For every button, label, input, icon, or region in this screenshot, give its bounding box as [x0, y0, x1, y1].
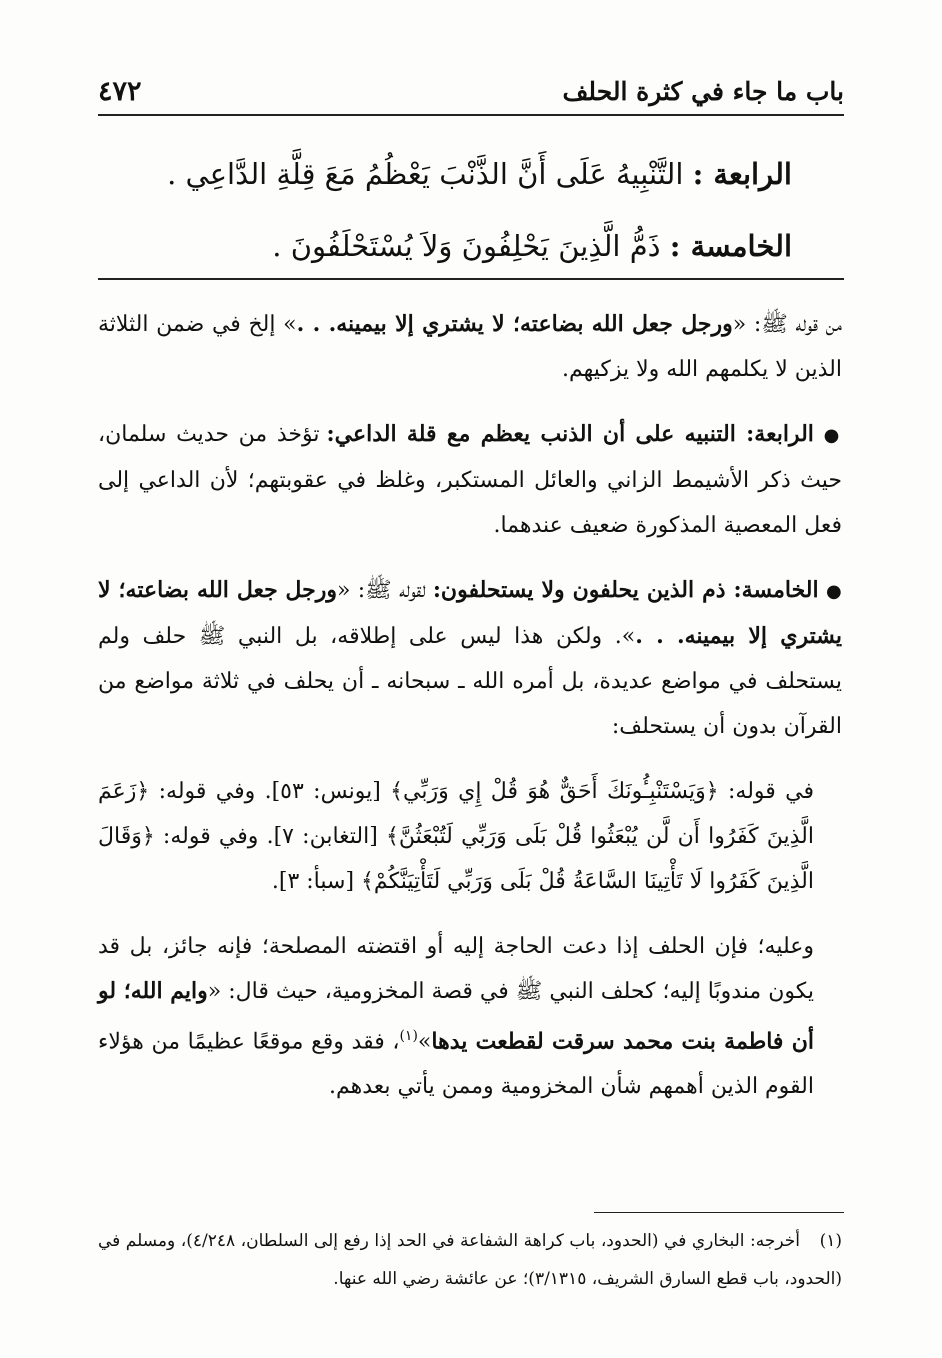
lesson-item	[110, 138, 792, 210]
text-run: »	[417, 1029, 432, 1055]
hadith-quote: وايم الله؛ لو أن فاطمة بنت محمد سرقت لقطعت يدها	[98, 978, 814, 1055]
hadith-quote: ورجل جعل الله بضاعته؛ لا يشتري إلا بيمينه. . .	[98, 577, 842, 649]
chapter-title: باب ما جاء في كثرة الحلف	[562, 76, 844, 106]
page-header	[98, 68, 844, 116]
text-run: لقوله ﷺ: «	[336, 578, 433, 603]
bullet-icon: ●	[823, 425, 842, 446]
lesson-text: ذَمُّ الَّذِينَ يَحْلِفُونَ وَلاَ يُسْتَحْلَفُونَ .	[272, 229, 661, 263]
page-number: ٤٧٢	[98, 75, 142, 107]
text-run: وعليه؛ فإن الحلف إذا دعت الحاجة إليه أو اقتضته المصلحة؛ فإنه جائز، بل قد يكون مندوبًا إليه؛ كحلف النبي ﷺ في قصة المخزومية، حيث قال: «	[98, 934, 814, 1004]
text-run: ». ولكن هذا ليس على إطلاقه، بل النبي ﷺ حلف ولم يستحلف في مواضع عديدة، بل أمره الله ـ سبحانه ـ أن يحلف في ثلاثة مواضع من القرآن بدون أن يستحلف:	[98, 624, 842, 739]
paragraph	[98, 924, 842, 1109]
lesson-heading: الخامسة: ذم الذين يحلفون ولا يستحلفون:	[432, 577, 819, 603]
paragraph	[98, 412, 842, 548]
lesson-heading: الرابعة: التنبيه على أن الذنب يعظم مع قلة الداعي:	[326, 421, 814, 447]
header-divider	[98, 278, 844, 280]
lesson-text: التَّنْبِيهُ عَلَى أَنَّ الذَّنْبَ يَعْظُمُ مَعَ قِلَّةِ الدَّاعِي .	[167, 157, 684, 191]
hadith-quote: ورجل جعل الله بضاعته؛ لا يشتري إلا بيمينه. . .	[296, 311, 733, 337]
footnote-divider	[594, 1212, 844, 1213]
footnote	[98, 1222, 842, 1298]
lesson-label: الرابعة :	[692, 157, 792, 191]
footnote-text: أخرجه: البخاري في (الحدود، باب كراهة الشفاعة في الحد إذا رفع إلى السلطان، ٤/٢٤٨)، ومسلم في (الحدود، باب قطع السارق الشريف، ٣/١٣١٥)؛ عن عائشة رضي الله عنها.	[98, 1231, 842, 1289]
lessons-list	[110, 138, 792, 282]
paragraph	[98, 769, 842, 904]
paragraph	[98, 568, 842, 749]
lesson-item	[110, 210, 792, 282]
footnote-ref: (١)	[399, 1028, 418, 1044]
text-run: » إلخ في ضمن الثلاثة الذين لا يكلمهم الله ولا يزكيهم.	[98, 312, 842, 382]
paragraph	[98, 302, 842, 392]
quran-verses: في قوله: ﴿وَيَسْتَنْبِـُٔونَكَ أَحَقٌّ هُوَ قُلْ إِي وَرَبِّي﴾ [يونس: ٥٣]. وفي قوله: ﴿زَعَمَ الَّذِينَ كَفَرُوا أَن لَّن يُبْعَثُوا قُلْ بَلَى وَرَبِّي لَتُبْعَثُنَّ﴾ [التغابن: ٧]. وفي قوله: ﴿وَقَالَ الَّذِينَ كَفَرُوا لَا تَأْتِينَا السَّاعَةُ قُلْ بَلَى وَرَبِّي لَتَأْتِيَنَّكُمْ﴾ [سبأ: ٣].	[98, 779, 815, 894]
bullet-icon: ●	[825, 581, 842, 602]
text-run: تؤخذ من حديث سلمان، حيث ذكر الأشيمط الزاني والعائل المستكبر، وغلظ في عقوبتهم؛ لأن الداعي إلى فعل المعصية المذكورة ضعيف عندهما.	[98, 422, 842, 538]
footnote-number: (١)	[819, 1231, 842, 1251]
main-text	[98, 302, 842, 1129]
text-run: ، فقد وقع موقعًا عظيمًا من هؤلاء القوم الذين أهمهم شأن المخزومية وممن يأتي بعدهم.	[98, 1029, 814, 1100]
text-run: من قوله ﷺ: «	[732, 312, 842, 337]
lesson-label: الخامسة :	[669, 229, 792, 263]
